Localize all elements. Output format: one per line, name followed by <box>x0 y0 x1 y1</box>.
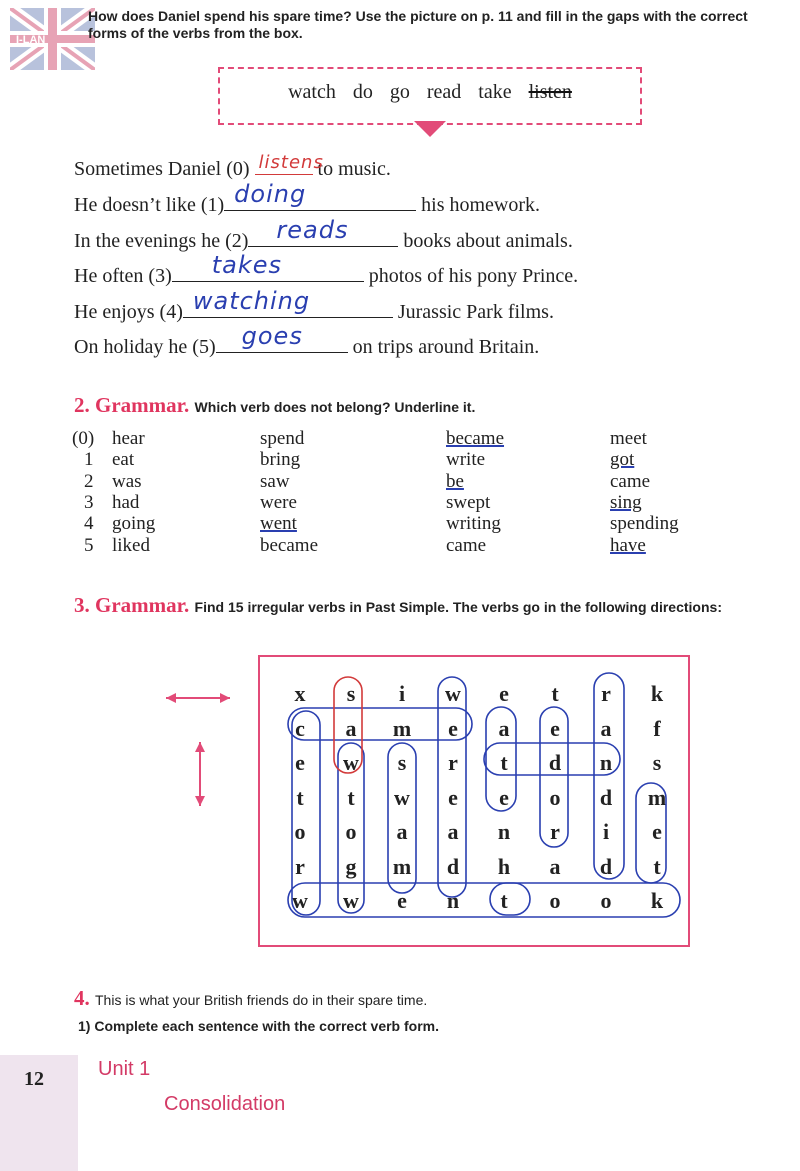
handwritten-answer: listens <box>258 152 324 173</box>
grid-letter[interactable]: d <box>599 784 613 810</box>
grid-letter[interactable]: f <box>653 715 661 741</box>
grid-letter[interactable]: t <box>500 888 508 913</box>
section-4-heading: 4. This is what your British friends do in their spare time. <box>74 986 428 1010</box>
box-pointer-icon <box>414 121 446 137</box>
grid-letter[interactable]: h <box>497 853 511 879</box>
verb-word[interactable]: spending <box>610 513 679 535</box>
grid-letter[interactable]: k <box>650 681 664 706</box>
sentence-2: In the evenings he (2) reads books about animals. <box>74 216 573 252</box>
verb-underlined[interactable]: became <box>446 428 505 449</box>
sentence-1: He doesn’t like (1) doing his homework. <box>74 180 541 216</box>
verb-word[interactable]: spend <box>260 428 305 449</box>
verb-word[interactable]: eat <box>112 449 135 471</box>
grid-letter[interactable]: o <box>345 819 357 844</box>
word-search-grid <box>258 655 690 947</box>
grid-letter[interactable]: x <box>294 681 306 706</box>
grid-letter[interactable]: i <box>398 681 406 706</box>
direction-arrows-icon <box>160 688 240 813</box>
grid-letter[interactable]: e <box>295 750 305 775</box>
verb-word[interactable]: meet <box>610 428 647 449</box>
answer-blank[interactable] <box>172 251 364 282</box>
handwritten-answer: goes <box>241 322 303 350</box>
grid-letter[interactable]: o <box>294 819 306 844</box>
verb-word[interactable]: writing <box>446 513 501 535</box>
grid-letter[interactable]: a <box>345 715 357 741</box>
answer-blank[interactable] <box>224 180 416 211</box>
grid-letter[interactable]: t <box>500 750 508 775</box>
grid-letter[interactable]: t <box>347 784 355 810</box>
box-word-struck: listen <box>528 81 572 103</box>
grid-letter[interactable]: n <box>599 750 613 775</box>
verb-box <box>218 67 642 125</box>
section-4-subinstruction: 1) Complete each sentence with the correct verb form. <box>78 1018 439 1034</box>
answer-blank[interactable] <box>183 287 393 318</box>
grid-letter[interactable]: r <box>295 853 305 879</box>
grid-letter[interactable]: e <box>397 888 407 913</box>
handwritten-answer: reads <box>276 216 349 244</box>
grid-letter[interactable]: n <box>446 888 460 913</box>
grid-letter[interactable]: k <box>650 888 664 913</box>
sentence-3: He often (3) takes photos of his pony Prince. <box>74 251 579 287</box>
verb-underlined[interactable]: went <box>260 513 297 535</box>
section-2-heading: 2. Grammar. Which verb does not belong? Underline it. <box>74 393 476 417</box>
verb-word[interactable]: became <box>260 534 319 556</box>
grid-letter[interactable]: e <box>448 715 458 741</box>
answer-blank[interactable] <box>216 322 348 353</box>
verb-word[interactable]: was <box>112 470 142 492</box>
verb-row-number: 3 <box>84 491 94 513</box>
grid-letter[interactable]: a <box>447 819 459 844</box>
grid-letter[interactable]: e <box>550 715 560 741</box>
grid-letter[interactable]: r <box>550 819 560 844</box>
grid-letter[interactable]: d <box>446 853 460 879</box>
grid-letter[interactable]: a <box>396 819 408 844</box>
grid-letter[interactable]: w <box>394 784 410 810</box>
grid-letter[interactable]: o <box>600 888 612 913</box>
sentence-0: Sometimes Daniel (0) listens to music. <box>74 152 391 180</box>
verb-underlined[interactable]: have <box>610 534 646 556</box>
verb-word[interactable]: had <box>112 491 140 513</box>
verb-word[interactable]: saw <box>260 470 290 492</box>
verb-box-words <box>220 81 640 104</box>
grid-letter[interactable]: t <box>551 681 559 706</box>
box-word: go <box>389 81 410 103</box>
grid-letter[interactable]: e <box>448 784 458 810</box>
verb-row-number: 5 <box>84 534 94 556</box>
grid-letter[interactable]: a <box>498 715 510 741</box>
box-word: take <box>478 81 512 103</box>
grid-letter[interactable]: m <box>647 784 667 810</box>
verb-underlined[interactable]: got <box>610 449 635 471</box>
uk-flag-logo <box>10 8 95 70</box>
sentence-4: He enjoys (4) watching Jurassic Park films. <box>74 287 554 323</box>
verb-word[interactable]: came <box>610 470 651 492</box>
word-circles <box>260 657 688 945</box>
verb-word[interactable]: came <box>446 534 487 556</box>
grid-letter[interactable]: r <box>601 681 611 706</box>
verb-word[interactable]: liked <box>112 534 150 556</box>
grid-letter[interactable]: w <box>445 681 461 706</box>
verb-row-number: 1 <box>84 449 94 471</box>
grid-letter[interactable]: o <box>549 784 561 810</box>
verb-row-number: (0) <box>72 428 95 449</box>
grid-letter[interactable]: a <box>600 715 612 741</box>
grid-letter[interactable]: w <box>343 750 359 775</box>
grid-letter[interactable]: g <box>345 853 357 879</box>
verb-underlined[interactable]: sing <box>610 491 642 513</box>
box-word: do <box>352 81 373 103</box>
handwritten-answer: takes <box>211 251 283 279</box>
grid-letter[interactable]: t <box>653 853 661 879</box>
box-word: watch <box>288 81 336 103</box>
grid-letter[interactable]: n <box>497 819 511 844</box>
section-3-heading: 3. Grammar. Find 15 irregular verbs in Past Simple. The verbs go in the following directions: <box>74 593 722 617</box>
page-number: 12 <box>24 1068 44 1090</box>
exercise-1-instruction: How does Daniel spend his spare time? Use the picture on p. 11 and fill in the gaps with the correct forms of the verbs from the box. <box>88 8 748 41</box>
grid-letter[interactable]: o <box>549 888 561 913</box>
answer-blank[interactable] <box>255 152 324 175</box>
verb-word[interactable]: swept <box>446 491 491 513</box>
grid-letter[interactable]: r <box>448 750 458 775</box>
flag-label: I-LAN <box>16 34 46 46</box>
grid-letter[interactable]: m <box>392 853 412 879</box>
grid-letter[interactable]: e <box>652 819 662 844</box>
unit-label: Unit 1 <box>98 1058 151 1080</box>
handwritten-answer: watching <box>192 287 311 315</box>
grid-letter[interactable]: s <box>397 750 407 775</box>
unit-title: Consolidation <box>164 1093 286 1115</box>
grid-letter[interactable]: a <box>549 853 561 879</box>
grid-letter[interactable]: d <box>548 750 562 775</box>
grid-letter[interactable]: w <box>343 888 359 913</box>
grid-letter[interactable]: d <box>599 853 613 879</box>
grid-letter[interactable]: w <box>292 888 308 913</box>
verb-word[interactable]: going <box>112 513 156 535</box>
grid-letter[interactable]: s <box>652 750 662 775</box>
grid-letter[interactable]: e <box>499 784 509 810</box>
grid-letter[interactable]: c <box>295 715 305 741</box>
grid-letter[interactable]: m <box>392 715 412 741</box>
grid-letter[interactable]: s <box>346 681 356 706</box>
verb-word[interactable]: hear <box>112 428 145 449</box>
grid-letter[interactable]: t <box>296 784 304 810</box>
verb-word[interactable]: write <box>446 449 486 471</box>
answer-blank[interactable] <box>248 216 398 247</box>
verb-row-number: 2 <box>84 470 94 492</box>
verb-underlined[interactable]: be <box>446 470 464 492</box>
sentence-5: On holiday he (5) goes on trips around Britain. <box>74 322 540 358</box>
box-word: read <box>426 81 462 103</box>
grid-letter[interactable]: i <box>602 819 610 844</box>
verb-word[interactable]: bring <box>260 449 301 471</box>
grid-letter[interactable]: e <box>499 681 509 706</box>
verb-row-number: 4 <box>84 513 94 535</box>
verb-word[interactable]: were <box>260 491 297 513</box>
handwritten-answer: doing <box>234 180 307 208</box>
